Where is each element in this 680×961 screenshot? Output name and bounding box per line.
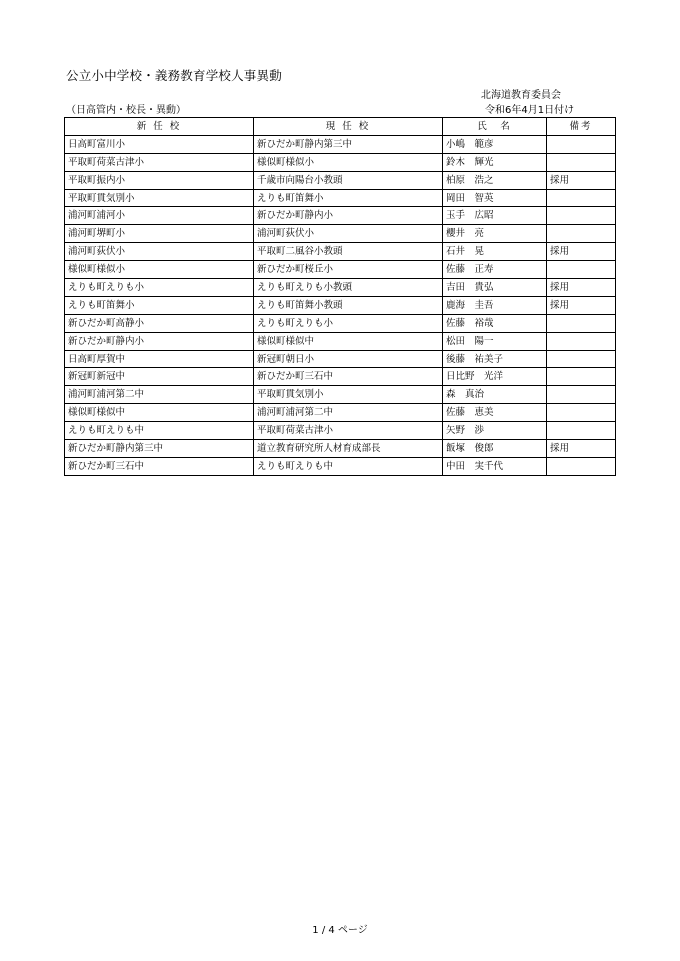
new-school-cell: 浦河町浦河第二中 (65, 386, 254, 404)
new-school-cell: 日高町富川小 (65, 135, 254, 153)
current-school-cell: 新ひだか町静内第三中 (254, 135, 443, 153)
name-cell: 石井 晃 (443, 243, 547, 261)
name-cell: 後藤 祐美子 (443, 350, 547, 368)
new-school-cell: 様似町様似小 (65, 261, 254, 279)
remarks-cell: 採用 (547, 440, 616, 458)
current-school-cell: 新ひだか町静内小 (254, 207, 443, 225)
new-school-cell: 新冠町新冠中 (65, 368, 254, 386)
current-school-cell: 道立教育研究所人材育成部長 (254, 440, 443, 458)
current-school-cell: 平取町貫気別小 (254, 386, 443, 404)
new-school-cell: 平取町振内小 (65, 171, 254, 189)
table-row (65, 368, 616, 386)
remarks-cell (547, 207, 616, 225)
effective-date: 令和6年4月1日付け (485, 105, 575, 116)
table-row (65, 243, 616, 261)
name-cell: 鈴木 輝光 (443, 153, 547, 171)
remarks-cell: 採用 (547, 171, 616, 189)
remarks-cell: 採用 (547, 243, 616, 261)
name-cell: 佐藤 裕哉 (443, 314, 547, 332)
current-school-cell: えりも町笛舞小 (254, 189, 443, 207)
new-school-cell: 新ひだか町高静小 (65, 314, 254, 332)
header-name: 氏 名 (443, 118, 547, 136)
header-current-school: 現 任 校 (254, 118, 443, 136)
table-row (65, 314, 616, 332)
table-row (65, 350, 616, 368)
remarks-cell (547, 261, 616, 279)
remarks-cell (547, 225, 616, 243)
table-row (65, 296, 616, 314)
name-cell: 森 真治 (443, 386, 547, 404)
page-title: 公立小中学校・義務教育学校人事異動 (66, 68, 282, 83)
new-school-cell: 浦河町堺町小 (65, 225, 254, 243)
table-row (65, 225, 616, 243)
name-cell: 中田 実千代 (443, 457, 547, 475)
new-school-cell: 浦河町荻伏小 (65, 243, 254, 261)
current-school-cell: 平取町二風谷小教頭 (254, 243, 443, 261)
table-row (65, 404, 616, 422)
current-school-cell: 新冠町朝日小 (254, 350, 443, 368)
remarks-cell (547, 135, 616, 153)
table-row (65, 422, 616, 440)
name-cell: 日比野 光洋 (443, 368, 547, 386)
new-school-cell: 新ひだか町三石中 (65, 457, 254, 475)
remarks-cell (547, 457, 616, 475)
name-cell: 鹿海 圭吾 (443, 296, 547, 314)
remarks-cell (547, 350, 616, 368)
current-school-cell: 様似町様似小 (254, 153, 443, 171)
table-row (65, 261, 616, 279)
remarks-cell: 採用 (547, 296, 616, 314)
current-school-cell: えりも町えりも小教頭 (254, 279, 443, 297)
table-row (65, 457, 616, 475)
current-school-cell: 新ひだか町三石中 (254, 368, 443, 386)
header-new-school: 新 任 校 (65, 118, 254, 136)
current-school-cell: 浦河町浦河第二中 (254, 404, 443, 422)
name-cell: 櫻井 亮 (443, 225, 547, 243)
new-school-cell: えりも町えりも中 (65, 422, 254, 440)
name-cell: 飯塚 俊郎 (443, 440, 547, 458)
remarks-cell (547, 422, 616, 440)
new-school-cell: 浦河町浦河小 (65, 207, 254, 225)
table-row (65, 279, 616, 297)
table-row (65, 153, 616, 171)
remarks-cell (547, 189, 616, 207)
name-cell: 柏原 浩之 (443, 171, 547, 189)
name-cell: 佐藤 正寿 (443, 261, 547, 279)
table-row (65, 135, 616, 153)
new-school-cell: えりも町笛舞小 (65, 296, 254, 314)
remarks-cell: 採用 (547, 279, 616, 297)
current-school-cell: 新ひだか町桜丘小 (254, 261, 443, 279)
table-row (65, 207, 616, 225)
new-school-cell: 平取町荷菜古津小 (65, 153, 254, 171)
remarks-cell (547, 332, 616, 350)
current-school-cell: 平取町荷菜古津小 (254, 422, 443, 440)
current-school-cell: えりも町笛舞小教頭 (254, 296, 443, 314)
remarks-cell (547, 386, 616, 404)
table-row (65, 189, 616, 207)
current-school-cell: 浦河町荻伏小 (254, 225, 443, 243)
new-school-cell: 日高町厚賀中 (65, 350, 254, 368)
name-cell: 松田 陽一 (443, 332, 547, 350)
remarks-cell (547, 153, 616, 171)
name-cell: 玉手 広昭 (443, 207, 547, 225)
current-school-cell: えりも町えりも小 (254, 314, 443, 332)
page-number: 1 / 4 ページ (312, 925, 368, 936)
new-school-cell: 新ひだか町静内第三中 (65, 440, 254, 458)
section-subheading: （日高管内・校長・異動） (66, 105, 186, 116)
new-school-cell: 様似町様似中 (65, 404, 254, 422)
name-cell: 佐藤 恵美 (443, 404, 547, 422)
name-cell: 矢野 渉 (443, 422, 547, 440)
table-header-row (65, 118, 616, 136)
remarks-cell (547, 368, 616, 386)
new-school-cell: 新ひだか町静内小 (65, 332, 254, 350)
personnel-table (64, 117, 616, 476)
current-school-cell: えりも町えりも中 (254, 457, 443, 475)
name-cell: 小嶋 範彦 (443, 135, 547, 153)
new-school-cell: 平取町貫気別小 (65, 189, 254, 207)
current-school-cell: 様似町様似中 (254, 332, 443, 350)
issuer-label: 北海道教育委員会 (481, 90, 561, 101)
new-school-cell: えりも町えりも小 (65, 279, 254, 297)
remarks-cell (547, 314, 616, 332)
table-row (65, 386, 616, 404)
current-school-cell: 千歳市向陽台小教頭 (254, 171, 443, 189)
table-row (65, 332, 616, 350)
table-row (65, 440, 616, 458)
remarks-cell (547, 404, 616, 422)
name-cell: 岡田 智英 (443, 189, 547, 207)
table-row (65, 171, 616, 189)
header-remarks: 備考 (547, 118, 616, 136)
name-cell: 吉田 貴弘 (443, 279, 547, 297)
